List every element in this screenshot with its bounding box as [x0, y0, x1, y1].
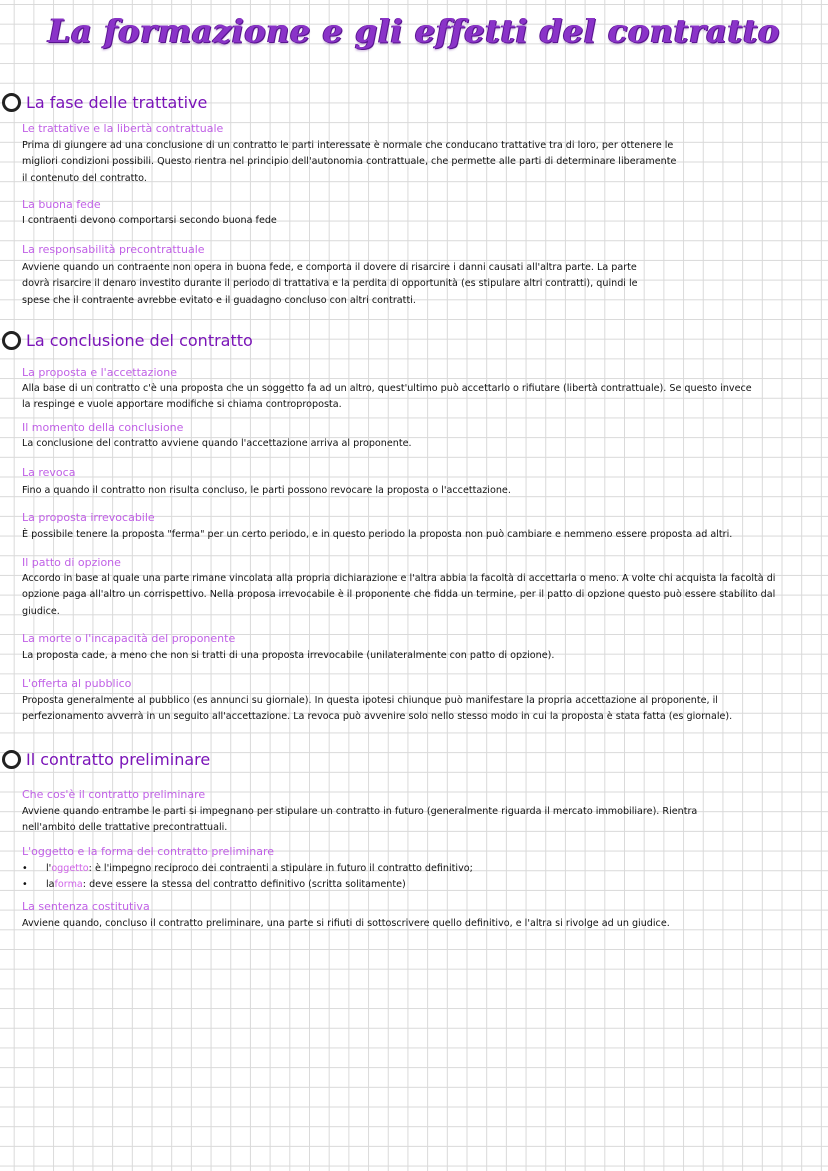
paragraph: La conclusione del contratto avviene quando l'accettazione arriva al proponente. [22, 438, 412, 449]
subheading: Le trattative e la libertà contrattuale [22, 122, 224, 135]
paragraph: Proposta generalmente al pubblico (es annunci su giornale). In questa ipotesi chiunque può manifestare la propria accettazione al proponente, il perfezionamento avverrà in un seguito all'accettazione. La revoca può avvenire solo nello stesso modo in cui la proposta è stata fatta (es giornale). [22, 695, 733, 723]
section-heading-trattative [0, 93, 207, 112]
subheading: L'oggetto e la forma del contratto preliminare [22, 845, 275, 858]
list-item [22, 877, 473, 893]
bullet-text: : è l'impegno reciproco dei contraenti a stipulare in futuro il contratto definitivo; [88, 863, 473, 874]
bullet-text: l' [46, 863, 52, 874]
circle-bullet-icon [2, 750, 21, 769]
paragraph: È possibile tenere la proposta "ferma" per un certo periodo, e in questo periodo la proposta non può cambiare e nemmeno essere proposta ad altri. [22, 529, 733, 540]
subheading: Il momento della conclusione [22, 421, 184, 434]
subheading: La responsabilità precontrattuale [22, 243, 205, 256]
paragraph: La proposta cade, a meno che non si tratti di una proposta irrevocabile (unilateralmente con patto di opzione). [22, 650, 555, 661]
subheading: L'offerta al pubblico [22, 677, 132, 690]
subheading: La proposta irrevocabile [22, 511, 155, 524]
section-title: Il contratto preliminare [26, 750, 211, 769]
bullet-dot: • [22, 863, 28, 874]
subheading: La buona fede [22, 198, 101, 211]
section-heading-preliminare [0, 750, 210, 769]
bullet-text: : deve essere la stessa del contratto definitivo (scritta solitamente) [82, 879, 406, 890]
page-title: La formazione e gli effetti del contratto [48, 12, 780, 50]
subheading: Che cos'è il contratto preliminare [22, 788, 206, 801]
subheading: La proposta e l'accettazione [22, 366, 177, 379]
section-title: La fase delle trattative [26, 93, 208, 112]
list-item [22, 861, 473, 877]
circle-bullet-icon [2, 93, 21, 112]
paragraph: Prima di giungere ad una conclusione di un contratto le parti interessate è normale che conducano trattative tra di loro, per ottenere le migliori condizioni possibili. Questo rientra nel principio dell'autonomia contrattuale, che permette alle parti di determinare liberamente il contenuto del contratto. [22, 140, 677, 184]
bullet-dot: • [22, 879, 28, 890]
paragraph: Avviene quando un contraente non opera in buona fede, e comporta il dovere di risarcire i danni causati all'altra parte. La parte dovrà risarcire il denaro investito durante il periodo di trattativa e la perdita di opportunità (es stipulare altri contratti), quindi le spese che il contraente avrebbe evitato e il guadagno concluso con altri contratti. [22, 262, 638, 306]
paragraph: Alla base di un contratto c'è una proposta che un soggetto fa ad un altro, quest'ultimo può accettarlo o rifiutare (libertà contrattuale). Se questo invece la respinge e vuole apportare modifiche si chiama controproposta. [22, 383, 752, 411]
paragraph: Avviene quando entrambe le parti si impegnano per stipulare un contratto in futuro (generalmente riguarda il mercato immobiliare). Rientra nell'ambito delle trattative precontrattuali. [22, 806, 698, 834]
highlighted-term: oggetto [51, 863, 89, 874]
highlighted-term: forma [54, 879, 83, 890]
bullet-text: la [46, 879, 55, 890]
paragraph: I contraenti devono comportarsi secondo buona fede [22, 215, 277, 226]
paragraph: Avviene quando, concluso il contratto preliminare, una parte si rifiuti di sottoscrivere quello definitivo, e l'altra si rivolge ad un giudice. [22, 918, 670, 929]
subheading: La revoca [22, 466, 76, 479]
paragraph: Fino a quando il contratto non risulta concluso, le parti possono revocare la proposta o l'accettazione. [22, 485, 511, 496]
paragraph: Accordo in base al quale una parte rimane vincolata alla propria dichiarazione e l'altra abbia la facoltà di accettarla o meno. A volte chi acquista la facoltà di opzione paga all'altro un corrispettivo. Nella proposa irrevocabile è il proponente che fidda un termine, per il patto di opzione questo può essere stabilito dal giudice. [22, 573, 776, 617]
subheading: La sentenza costitutiva [22, 900, 150, 913]
subheading: Il patto di opzione [22, 556, 121, 569]
bullet-list [22, 861, 473, 893]
subheading: La morte o l'incapacità del proponente [22, 632, 236, 645]
circle-bullet-icon [2, 331, 21, 350]
section-title: La conclusione del contratto [26, 331, 253, 350]
section-heading-conclusione [0, 331, 253, 350]
